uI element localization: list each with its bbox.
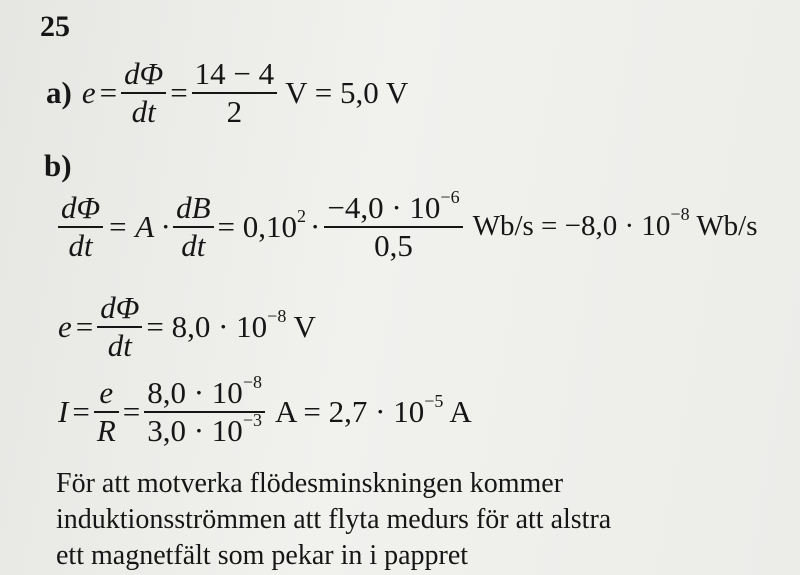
- fraction-numerator: dΦ: [61, 190, 101, 225]
- flux-derivative-fraction: [97, 290, 142, 363]
- equals-sign: =: [72, 393, 90, 429]
- fraction-numerator: dΦ: [100, 290, 140, 325]
- emf-result: = $8,0 \cdot 10^{-8}$ V: [146, 305, 316, 344]
- fraction-denominator: R: [96, 412, 116, 448]
- fraction-numerator: e: [99, 375, 114, 410]
- value-fraction: [192, 56, 277, 129]
- equals-sign: =: [170, 74, 188, 110]
- equals-sign: =: [75, 308, 94, 344]
- field-derivative-fraction: [173, 190, 213, 263]
- multiply-dot: ·: [310, 208, 321, 244]
- fraction-denominator: dt: [131, 93, 156, 129]
- fraction-denominator: dt: [107, 327, 132, 363]
- fraction-numerator: dB: [176, 190, 211, 225]
- part-b-flux-rate-equation: [56, 187, 760, 263]
- fraction-numerator: dΦ: [124, 56, 164, 91]
- emf-symbol: e: [81, 74, 96, 110]
- problem-number: 25: [40, 10, 70, 43]
- conclusion-line: För att motverka flödesminskningen kommer: [56, 468, 564, 499]
- equals-sign: =: [122, 393, 141, 429]
- fraction-numerator: 14 − 4: [194, 56, 275, 91]
- conclusion-paragraph: [56, 466, 611, 574]
- fraction-denominator: 2: [226, 93, 243, 129]
- field-rate-fraction: [324, 187, 462, 263]
- fraction-numerator: $8,0 \cdot 10^{-8}$: [147, 372, 262, 410]
- fraction-denominator: $3,0 \cdot 10^{-3}$: [147, 409, 262, 448]
- part-b-emf-equation: [56, 290, 318, 363]
- current-result: $A = 2,7 \cdot 10^{-5}$ A: [274, 390, 472, 429]
- emf-symbol: e: [58, 308, 72, 344]
- fraction-denominator: dt: [68, 227, 93, 263]
- conclusion-line: induktionsströmmen att flyta medurs för att alstra: [56, 504, 612, 535]
- part-a-equation: [44, 56, 410, 129]
- ohms-law-fraction: [94, 375, 119, 448]
- fraction-denominator: 0,5: [374, 227, 413, 263]
- flux-derivative-fraction: [121, 56, 166, 129]
- equals-sign: =: [99, 74, 118, 110]
- current-value-fraction: [144, 372, 265, 448]
- flux-rate-result: $Wb/s = -8,0 \cdot 10^{-8}$ Wb/s: [472, 204, 758, 243]
- area-value: = $0,10^2$: [217, 205, 307, 244]
- part-b-label: b): [44, 148, 72, 183]
- flux-derivative-fraction: [58, 190, 103, 263]
- fraction-denominator: dt: [181, 227, 206, 263]
- part-a-result: V = 5,0 V: [285, 74, 409, 110]
- area-term: = A ·: [107, 208, 170, 244]
- fraction-numerator: $-4,0 \cdot 10^{-6}$: [327, 187, 460, 225]
- current-symbol: I: [58, 393, 69, 429]
- conclusion-line: ett magnetfält som pekar in i pappret: [56, 540, 469, 571]
- part-b-current-equation: [56, 372, 474, 448]
- part-a-label: a): [46, 74, 72, 110]
